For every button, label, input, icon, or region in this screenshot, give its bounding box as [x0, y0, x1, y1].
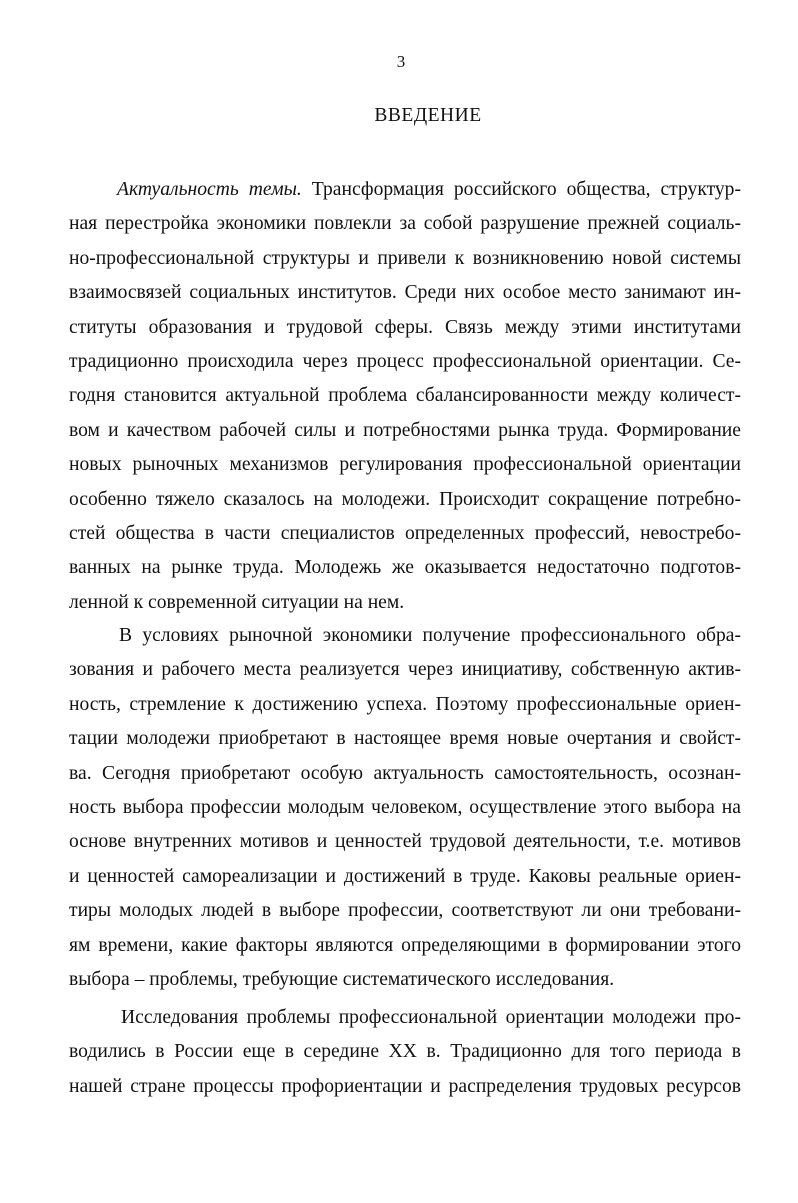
paragraph-line: но-профессиональной структуры и привели к возникновению новой системы — [69, 247, 741, 269]
paragraph-line: выбора – проблемы, требующие систематического исследования. — [69, 968, 615, 990]
paragraph-lead: Актуальность темы. — [117, 179, 302, 200]
paragraph-line: Актуальность темы. Трансформация российского общества, структур- — [117, 179, 742, 200]
paragraph-line: водились в России еще в середине XX в. Традиционно для того периода в — [69, 1041, 741, 1063]
paragraph-line: ва. Сегодня приобретают особую актуальность самостоятельность, осознан- — [69, 762, 741, 784]
paragraph-line: ленной к современной ситуации на нем. — [69, 591, 405, 613]
paragraph-relevance — [69, 173, 741, 620]
paragraph-market-conditions — [69, 619, 741, 997]
paragraph-line: вом и качеством рабочей силы и потребностями рынка труда. Формирование — [69, 419, 741, 441]
paragraph-line: основе внутренних мотивов и ценностей трудовой деятельности, т.е. мотивов — [69, 831, 741, 853]
paragraph-line: и ценностей самореализации и достижений в труде. Каковы реальные ориен- — [69, 865, 741, 887]
paragraph-line: ность, стремление к достижению успеха. Поэтому профессиональные ориен- — [69, 693, 741, 715]
paragraph-line: В условиях рыночной экономики получение профессионального обра- — [119, 625, 741, 646]
paragraph-line: Исследования проблемы профессиональной ориентации молодежи про- — [121, 1007, 741, 1028]
paragraph-line: тиры молодых людей в выборе профессии, соответствуют ли они требовани- — [69, 900, 741, 922]
paragraph-line: новых рыночных механизмов регулирования профессиональной ориентации — [69, 454, 741, 476]
paragraph-line: традиционно происходила через процесс профессиональной ориентации. Се- — [69, 350, 741, 372]
page-title: ВВЕДЕНИЕ — [374, 105, 482, 126]
paragraph-line: особенно тяжело сказалось на молодежи. Происходит сокращение потребно- — [69, 488, 741, 510]
paragraph-line: нашей стране процессы профориентации и распределения трудовых ресурсов — [69, 1075, 741, 1097]
paragraph-line: тации молодежи приобретают в настоящее время новые очертания и свойст- — [69, 728, 741, 750]
paragraph-line: годня становится актуальной проблема сбалансированности между количест- — [69, 385, 741, 407]
paragraph-line: взаимосвязей социальных институтов. Среди них особое место занимают ин- — [69, 282, 741, 304]
paragraph-line: ность выбора профессии молодым человеком, осуществление этого выбора на — [69, 796, 741, 818]
paragraph-line: ванных на рынке труда. Молодежь же оказывается недостаточно подготов- — [69, 557, 741, 579]
paragraph-line: зования и рабочего места реализуется через инициативу, собственную актив- — [69, 659, 741, 681]
page-number: 3 — [396, 52, 406, 71]
paragraph-line: стей общества в части специалистов определенных профессий, невостребо- — [69, 522, 741, 544]
paragraph-research-history — [69, 1001, 741, 1104]
paragraph-line: ям времени, какие факторы являются определяющими в формировании этого — [69, 934, 741, 956]
paragraph-line: ституты образования и трудовой сферы. Связь между этими институтами — [69, 316, 741, 338]
paragraph-line: ная перестройка экономики повлекли за собой разрушение прежней социаль- — [69, 213, 741, 235]
